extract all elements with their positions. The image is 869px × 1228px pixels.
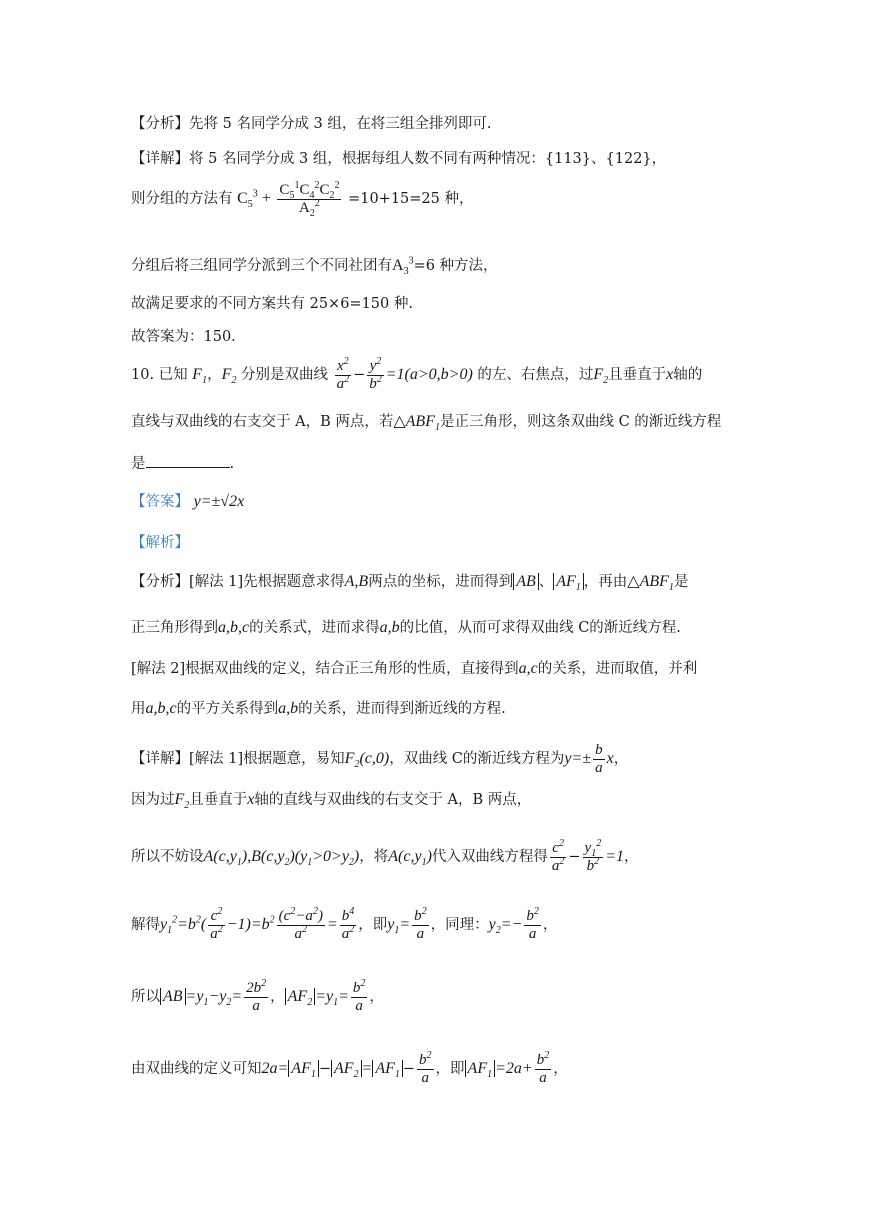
detail10-line-6: 由双曲线的定义可知$2a= AF_1 - AF_2 = AF_1$ − $\frac{b^2}{a}$ ，即 $AF_1 =2a+$ $\frac{b^2}{a}$ ， [131, 1050, 568, 1086]
detail-line-3: 分组后将三组同学分派到三个不同社团有$A_3^3=6$ 种方法， [131, 255, 498, 278]
question-10-line-1: 10. 已知 $F_1$，$F_2$ 分别是双曲线 $\frac{x^2}{a^2}$ − $\frac{y^2}{b^2}$ =1(a>0,b>0) 的左、右焦点，过$F_2$且垂直于x轴的 [131, 356, 703, 392]
detail10-line-4: 解得$y_1^2=b^2$( $\frac{c^2}{a^2}$ $-1)=b^2$ $\frac{(c^2-a^2)}{a^2}$ = $\frac{b^4}{a^2}$ ，即$y_1=$ $\frac{b^2}{a}$ ，同理：$y_2=-$ $\frac{b^2}{a}$ ， [131, 906, 558, 942]
detail-line-1: 【详解】将 5 名同学分成 3 组，根据每组人数不同有两种情况：{113}、{122}， [131, 151, 667, 167]
detail-line-4: 故满足要求的不同方案共有 25×6=150 种. [131, 296, 413, 312]
answer-line: 【答案】 y=±√2x [131, 493, 245, 510]
question-10-line-2: 直线与双曲线的右支交于 A，B 两点，若$\triangle ABF_1$是正三角形，则这条双曲线 C 的渐近线方程 [131, 413, 722, 434]
question-10-line-3: 是 . [131, 456, 235, 472]
analysis10-line-2: 正三角形得到a,b,c的关系式，进而求得a,b的比值，从而可求得双曲线 C的渐近线方程. [131, 619, 681, 636]
solution-label: 【解析】 [131, 535, 189, 551]
detail10-line-5: 所以 AB $=y_1-y_2=$ $\frac{2b^2}{a}$ ， $AF_2 =y_1=$ $\frac{b^2}{a}$ ， [131, 978, 384, 1014]
analysis10-line-4: 用a,b,c的平方关系得到a,b的关系，进而得到渐近线的方程. [131, 700, 506, 717]
detail10-line-1: 【详解】[解法 1]根据题意，易知$F_2(c,0)$，双曲线 C的渐近线方程为y=± $\frac{b}{a}$ x， [131, 742, 629, 776]
detail-line-5: 故答案为：150. [131, 329, 236, 345]
analysis10-line-1: 【分析】[解法 1]先根据题意求得A,B两点的坐标，进而得到 AB 、 $AF_1$ ，再由$\triangle ABF_1$是 [131, 573, 689, 594]
detail-line-2: 则分组的方法有 $C_5^3$ + $\frac{C_5^1C_4^2C_2^2}{A_2^2}$ =10+15=25 种， [131, 180, 474, 219]
detail10-line-3: 所以不妨设$A(c,y_1),B(c,y_2)(y_1>0>y_2)$，将$A(c,y_1)$代入双曲线方程得 $\frac{c^2}{a^2}$ − $\frac{y_1^2}{b^2}$ =1， [131, 838, 639, 874]
analysis10-line-3: [解法 2]根据双曲线的定义，结合正三角形的性质，直接得到a,c的关系，进而取值，并利 [131, 660, 698, 677]
answer-blank [146, 455, 230, 468]
detail10-line-2: 因为过$F_2$且垂直于x轴的直线与双曲线的右支交于 A，B 两点， [131, 791, 532, 812]
analysis-line: 【分析】先将 5 名同学分成 3 组，在将三组全排列即可. [131, 116, 492, 132]
